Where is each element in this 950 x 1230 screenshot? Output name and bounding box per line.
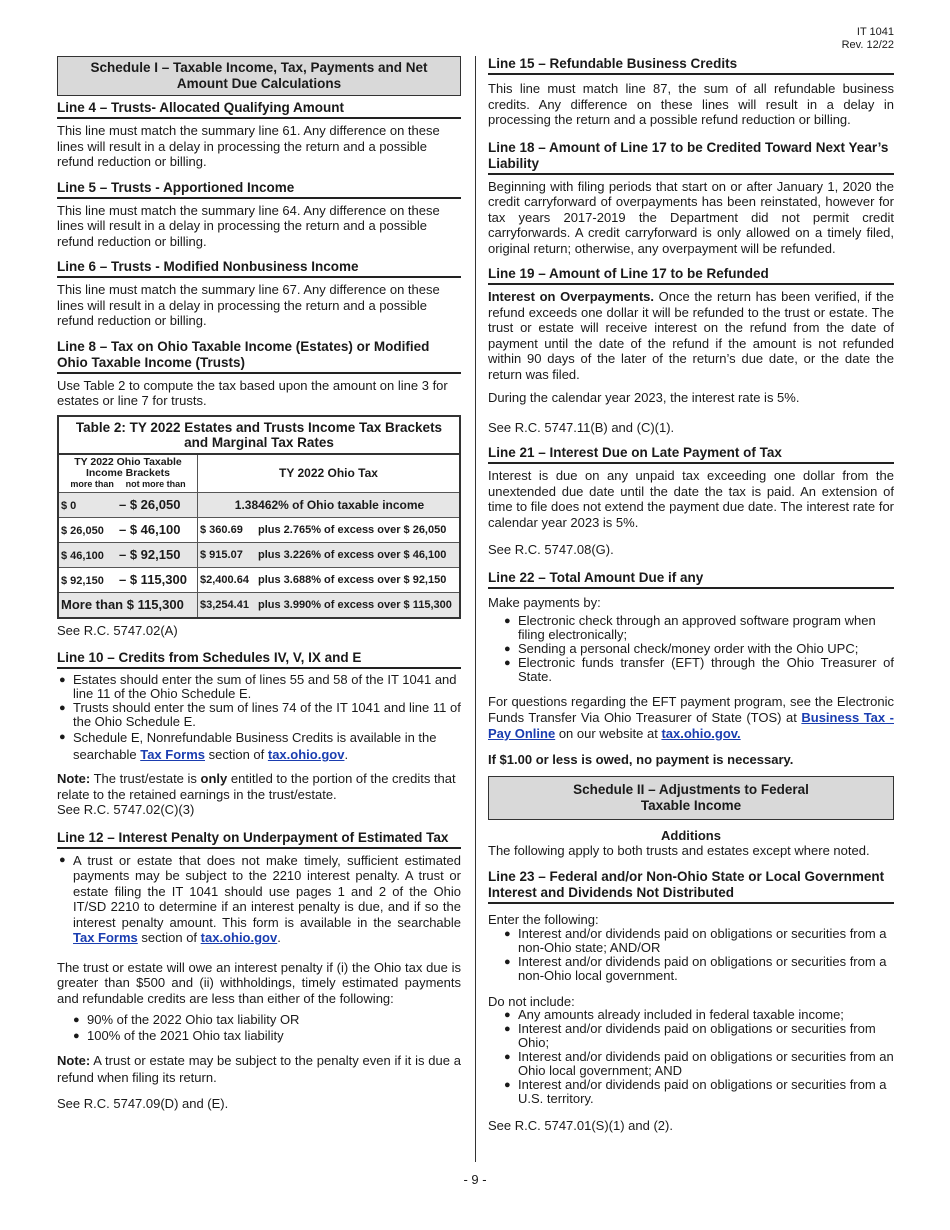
list-item	[57, 701, 461, 729]
note-emphasis: only	[200, 771, 228, 786]
schedule-ii-title-line2: Taxable Income	[640, 797, 742, 813]
list-item	[71, 1012, 461, 1028]
list-item	[502, 614, 894, 642]
bold-lead: Interest on Overpayments.	[488, 289, 655, 304]
list-item-text: A trust or estate that does not make timely, sufficient estimated payments may be subject to the 2210 interest penalty. A trust or estate filing the IT 1041 should use pages 1 and 2 of the Ohio IT/SD 2210 to determine if an interest penalty is due, and if so the interest penalty amount. This form is available in the searchable	[73, 852, 461, 930]
form-id: IT 1041	[856, 26, 894, 38]
note-text: entitled to the portion of the credits that relate to the retained earnings in the trust/estate.	[57, 771, 456, 802]
bullet-icon: ●	[504, 1009, 511, 1021]
table-row	[58, 492, 460, 517]
bracket-lo: $ 92,150	[61, 575, 104, 587]
list-item	[57, 729, 461, 763]
bullet-icon: ●	[504, 928, 511, 940]
tax-rate: plus 3.688% of excess over $ 92,150	[258, 573, 447, 586]
bullet-icon: ●	[504, 956, 511, 968]
payment-methods-list	[488, 614, 894, 684]
line19-rate: During the calendar year 2023, the interest rate is 5%.	[488, 390, 800, 405]
bullet-icon: ●	[504, 1023, 511, 1035]
bracket-hi: – $ 46,100	[119, 522, 181, 537]
list-item-text: Schedule E, Nonrefundable Business Credits is available in the searchable	[73, 730, 437, 762]
bullet-icon: ●	[504, 1051, 511, 1063]
list-item-text: Interest and/or dividends paid on obligations or securities from Ohio;	[518, 1021, 876, 1050]
line6-text: This line must match the summary line 67. Any difference on these lines will result in a delay in processing the return and a possible refund reduction or billing.	[57, 282, 440, 328]
bracket-lo: More than $ 115,300	[61, 597, 184, 612]
line8-text: Use Table 2 to compute the tax based upon the amount on line 3 for estates or line 7 for trusts.	[57, 377, 448, 408]
bullet-icon: ●	[73, 1014, 80, 1026]
schedule-ii-heading	[488, 776, 894, 820]
table-row	[58, 592, 460, 618]
line5-heading: Line 5 – Trusts - Apportioned Income	[57, 180, 461, 199]
list-item	[502, 656, 894, 684]
list-item-text: Electronic funds transfer (EFT) through the Ohio Treasurer of State.	[518, 655, 894, 684]
brackets-header	[58, 454, 198, 493]
line21-heading: Line 21 – Interest Due on Late Payment of Tax	[488, 445, 894, 464]
list-item-text: section of	[137, 930, 201, 945]
eft-paragraph	[488, 694, 894, 742]
line12-conditions	[57, 1012, 461, 1044]
right-column	[488, 56, 894, 1134]
bracket-lo: $ 26,050	[61, 525, 104, 537]
bracket-lo: $ 46,100	[61, 550, 104, 562]
tax-forms-link[interactable]: Tax Forms	[140, 747, 205, 762]
bullet-icon: ●	[59, 731, 66, 743]
line10-note	[57, 771, 461, 802]
note-label: Note:	[57, 1053, 91, 1068]
list-item-text: section of	[205, 747, 268, 762]
left-column	[57, 56, 461, 1112]
not-more-than-label: not more than	[125, 478, 186, 489]
line22-heading: Line 22 – Total Amount Due if any	[488, 570, 894, 589]
bullet-icon: ●	[504, 643, 511, 655]
line12-note	[57, 1052, 461, 1086]
line23-heading: Line 23 – Federal and/or Non-Ohio State or Local Government Interest and Dividends Not Distributed	[488, 869, 894, 904]
list-item	[502, 642, 894, 656]
line6-heading: Line 6 – Trusts - Modified Nonbusiness Income	[57, 259, 461, 278]
paragraph-text: Once the return has been verified, if the refund exceeds one dollar it will be refunded to the trust or estate. The trust or estate will receive interest on the refund from the date of payment until the date of the refund if the amount is not refunded within 90 days of the later of the return’s due date, or the date the return was filed.	[488, 289, 895, 382]
table2-title: Table 2: TY 2022 Estates and Trusts Income Tax Brackets and Marginal Tax Rates	[57, 415, 461, 453]
enter-following: Enter the following:	[488, 911, 599, 927]
exclusions-list	[488, 1008, 894, 1106]
tax-amount: $2,400.64	[200, 573, 249, 586]
bullet-icon: ●	[504, 1079, 511, 1091]
line8-heading: Line 8 – Tax on Ohio Taxable Income (Estates) or Modified Ohio Taxable Income (Trusts)	[57, 339, 461, 374]
list-item	[57, 853, 461, 946]
line23-reference: See R.C. 5747.01(S)(1) and (2).	[488, 1118, 673, 1133]
tax-rate: 1.38462% of Ohio taxable income	[234, 497, 425, 512]
note-text: The trust/estate is	[90, 771, 201, 786]
tax-forms-link[interactable]: Tax Forms	[73, 930, 138, 945]
list-item	[502, 1078, 894, 1106]
line21-reference: See R.C. 5747.08(G).	[488, 542, 614, 557]
bracket-hi: – $ 26,050	[119, 497, 181, 512]
tax-amount: $ 915.07	[200, 548, 243, 561]
line18-heading: Line 18 – Amount of Line 17 to be Credited Toward Next Year’s Liability	[488, 140, 894, 175]
bracket-hi: – $ 92,150	[119, 547, 181, 562]
list-item-text: Electronic check through an approved software program when filing electronically;	[518, 613, 876, 642]
line4-text: This line must match the summary line 61. Any difference on these lines will result in a delay in processing the return and a possible refund reduction or billing.	[57, 123, 440, 169]
line5-text: This line must match the summary line 64. Any difference on these lines will result in a delay in processing the return and a possible refund reduction or billing.	[57, 202, 440, 249]
tax-ohio-gov-link[interactable]: tax.ohio.gov	[200, 930, 278, 945]
tax-amount: $3,254.41	[200, 598, 249, 611]
tax-rate: plus 3.990% of excess over $ 115,300	[258, 598, 452, 611]
list-item	[502, 1050, 894, 1078]
line19-reference: See R.C. 5747.11(B) and (C)(1).	[488, 419, 675, 435]
additions-text: The following apply to both trusts and estates except where noted.	[488, 843, 870, 858]
table-reference: See R.C. 5747.02(A)	[57, 622, 178, 638]
list-item	[502, 955, 894, 983]
list-item-text: 100% of the 2021 Ohio tax liability	[87, 1028, 284, 1043]
list-item-text: Estates should enter the sum of lines 55 and 58 of the IT 1041 and line 11 of the Ohio Schedule E.	[73, 672, 457, 701]
list-item	[502, 1008, 894, 1022]
list-item	[57, 673, 461, 701]
list-item-text: .	[344, 747, 349, 762]
note-label: Note:	[57, 771, 91, 786]
line12-heading: Line 12 – Interest Penalty on Underpayment of Estimated Tax	[57, 830, 461, 849]
bullet-icon: ●	[59, 674, 66, 686]
line15-heading: Line 15 – Refundable Business Credits	[488, 56, 894, 75]
page-number: - 9 -	[463, 1172, 487, 1187]
form-header	[842, 26, 894, 52]
list-item-text: Interest and/or dividends paid on obligations or securities from a U.S. territory.	[518, 1077, 887, 1106]
line12-reference: See R.C. 5747.09(D) and (E).	[57, 1096, 229, 1111]
form-revision: Rev. 12/22	[841, 39, 894, 51]
list-item	[502, 927, 894, 955]
ohio-tax-header: TY 2022 Ohio Tax	[198, 454, 461, 493]
list-item-text: Interest and/or dividends paid on obligations or securities from a non-Ohio state; AND/OR	[518, 926, 887, 955]
line15-text: This line must match line 87, the sum of all refundable business credits. Any difference on these lines will result in a delay in processing the return and a possible refund reduction or billing.	[488, 81, 894, 127]
brackets-header-label: TY 2022 Ohio Taxable Income Brackets	[74, 455, 182, 479]
list-item-text: Interest and/or dividends paid on obligations or securities from a non-Ohio local government.	[518, 954, 887, 983]
line10-list	[57, 673, 461, 763]
list-item-text: Trusts should enter the sum of lines 74 of the IT 1041 and line 11 of the Ohio Schedule E.	[73, 700, 461, 729]
bullet-icon: ●	[59, 853, 66, 866]
business-tax-pay-online-link[interactable]: Business Tax - Pay Online	[488, 710, 894, 741]
line10-reference: See R.C. 5747.02(C)(3)	[57, 802, 195, 817]
line19-text	[488, 289, 894, 382]
line22-intro: Make payments by:	[488, 594, 601, 610]
more-than-label: more than	[70, 478, 114, 489]
line19-heading: Line 19 – Amount of Line 17 to be Refunded	[488, 266, 894, 285]
list-item-text: Interest and/or dividends paid on obligations or securities from an Ohio local government; AND	[518, 1049, 894, 1078]
paragraph-text: on our website at	[555, 726, 662, 741]
do-not-include: Do not include:	[488, 994, 575, 1009]
list-item	[502, 1022, 894, 1050]
line10-heading: Line 10 – Credits from Schedules IV, V, IX and E	[57, 650, 461, 669]
note-text: A trust or estate may be subject to the penalty even if it is due a refund when filing its return.	[57, 1053, 461, 1085]
line18-text: Beginning with filing periods that start on or after January 1, 2020 the credit carryforward of overpayments has been reinstated, however for tax years 2017-2019 the Department did not permit credit carryforwards. A credit carryforward is only allowed on a timely filed, original return; otherwise, any overpayment will be refunded.	[488, 178, 894, 256]
line12-list	[57, 853, 461, 946]
line21-text: Interest is due on any unpaid tax exceeding one dollar from the unextended due date until the date the tax is paid. An extension of time to file does not extend the payment due date. The interest rate for calendar year 2023 is 5%.	[488, 468, 894, 530]
list-item-text: .	[277, 930, 281, 945]
tax-bracket-table	[57, 453, 461, 619]
no-payment-note: If $1.00 or less is owed, no payment is necessary.	[488, 752, 794, 767]
table-row	[58, 517, 460, 542]
bullet-icon: ●	[504, 615, 511, 627]
tax-rate: plus 2.765% of excess over $ 26,050	[258, 523, 447, 536]
line12-paragraph: The trust or estate will owe an interest penalty if (i) the Ohio tax due is greater than $500 and (ii) withholdings, timely estimated payments and refundable credits are less than either of the following:	[57, 959, 461, 1006]
bracket-hi: – $ 115,300	[119, 572, 187, 587]
table-row	[58, 542, 460, 567]
tax-amount: $ 360.69	[200, 523, 243, 536]
bullet-icon: ●	[504, 657, 511, 669]
paragraph-text: For questions regarding the EFT payment program, see the Electronic Funds Transfer Via Ohio Treasurer of State (TOS) at	[488, 694, 894, 725]
schedule-ii-title-line1: Schedule II – Adjustments to Federal	[573, 781, 809, 797]
additions-heading: Additions	[661, 827, 721, 843]
schedule-i-heading: Schedule I – Taxable Income, Tax, Payments and Net Amount Due Calculations	[57, 56, 461, 96]
tax-ohio-gov-link[interactable]: tax.ohio.gov.	[661, 726, 741, 741]
list-item-text: 90% of the 2022 Ohio tax liability OR	[87, 1012, 300, 1027]
tax-rate: plus 3.226% of excess over $ 46,100	[258, 548, 447, 561]
bullet-icon: ●	[59, 702, 66, 714]
line4-heading: Line 4 – Trusts- Allocated Qualifying Amount	[57, 100, 461, 119]
list-item-text: Any amounts already included in federal taxable income;	[518, 1007, 844, 1022]
enter-list	[488, 927, 894, 983]
table-row	[58, 567, 460, 592]
column-divider	[475, 56, 476, 1162]
tax-ohio-gov-link[interactable]: tax.ohio.gov	[267, 747, 345, 762]
list-item-text: Sending a personal check/money order with the Ohio UPC;	[518, 641, 859, 656]
bracket-lo: $ 0	[61, 500, 77, 512]
bullet-icon: ●	[73, 1030, 80, 1042]
list-item	[71, 1028, 461, 1044]
